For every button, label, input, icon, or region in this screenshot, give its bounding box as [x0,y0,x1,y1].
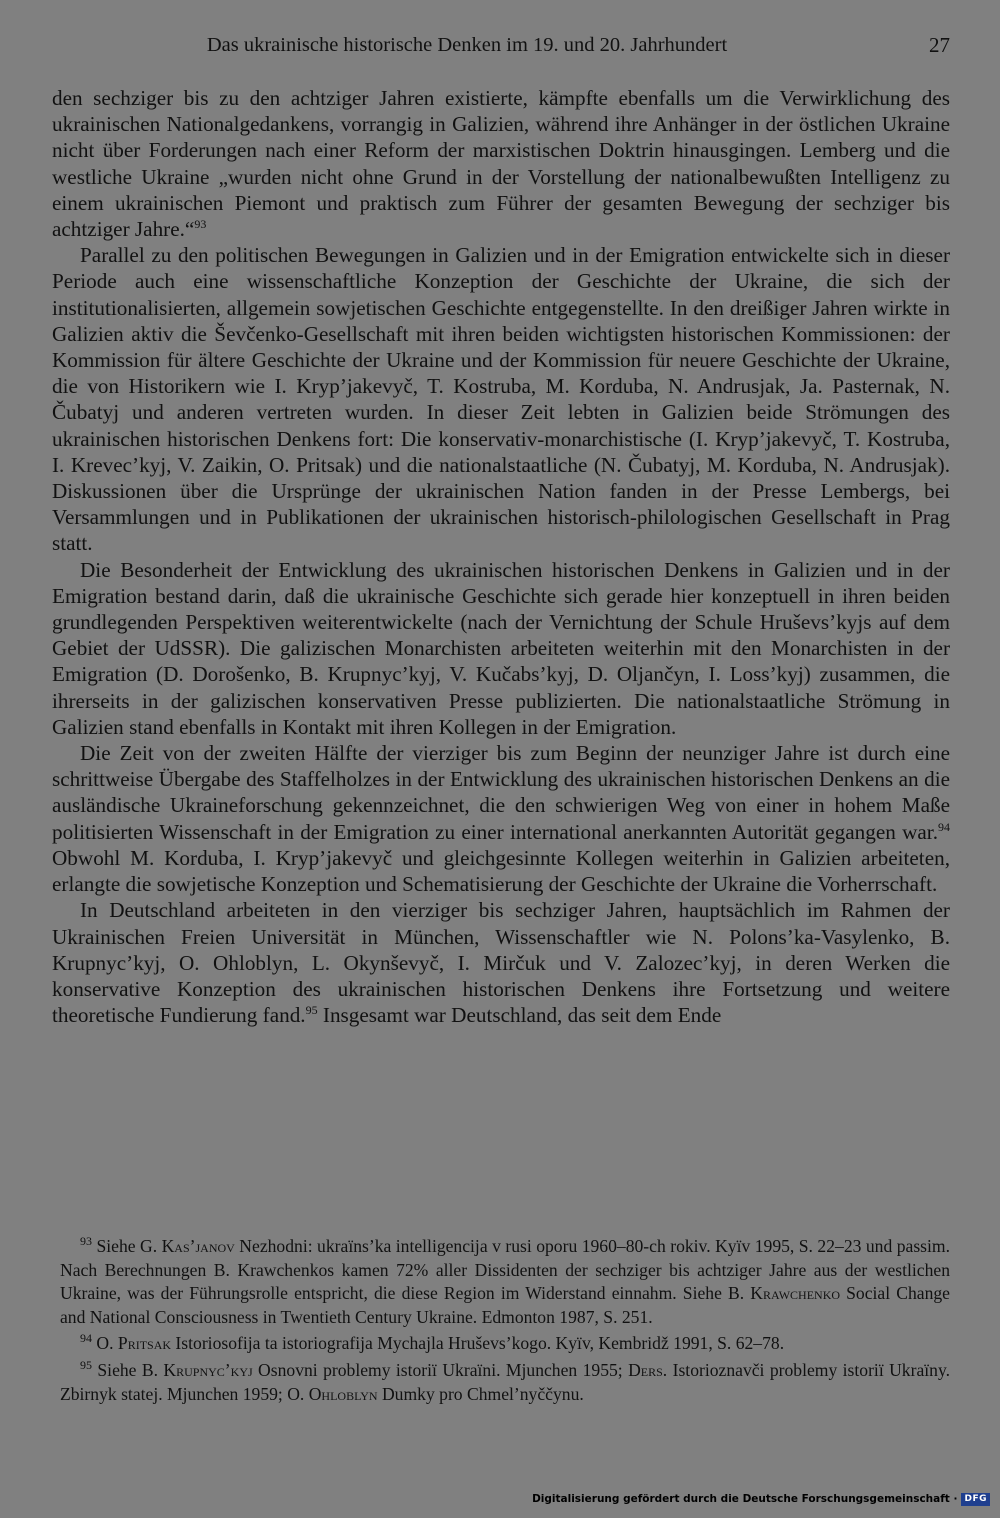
footnote-ref-95: 95 [305,1003,318,1018]
footnote-94: $^{94}$ O. Pritsak Istoriosofija ta istoriografija Mychajla Hruševs’kogo. Kyïv, Kembridž 1991, S. 62–78. [80,1331,785,1354]
running-head [54,30,950,60]
footnote-93: $^{93}$ Siehe G. Kas’janov Nezhodni: ukraïns’ka intelligencija v rusi oporu 1960–80-ch rokiv. Kyïv 1995, S. 22–23 und passim. Nach Berechnungen B. Krawchenkos kamen 72% aller Dissidenten der sechziger bis achtziger Jahre aus der westlichen Ukraine, was der Führungsrolle entspricht, die diese Region im Widerstand einnahm. Siehe B. Krawchenko Social Change and National Consciousness in Twentieth Century Ukraine. Edmonton 1987, S. 251. [60,1234,950,1327]
paragraph-1: den sechziger bis zu den achtziger Jahren existierte, kämpfte ebenfalls um die Verwirklichung des ukrainischen Nationalgedankens, vorrangig in Galizien, während ihre Anhänger in der östlichen Ukraine nicht über Forderungen nach einer Reform der marxistischen Doktrin hinausgingen. Lemberg und die westliche Ukraine „wurden nicht ohne Grund in der Vorstellung der nationalbewußten Intelligenz zu einem ukrainischen Piemont und praktisch zum Führer der gesamten Bewegung der sechziger bis achtziger Jahre.“$^{93}$ [52,86,950,242]
main-text [52,85,950,1028]
running-title: Das ukrainische historische Denken im 19. und 20. Jahrhundert [206,34,728,56]
footnotes [60,1235,950,1409]
footnote-ref-93: 93 [194,216,207,231]
paragraph-2: Parallel zu den politischen Bewegungen in Galizien und in der Emigration entwickelte sich in dieser Periode auch eine wissenschaftliche Konzeption der Geschichte der Ukraine, die sich der institutionalisierten, allgemein sowjetischen Geschichte entgegenstellte. In den dreißiger Jahren wirkte in Galizien aktiv die Ševčenko-Gesellschaft mit ihren beiden wichtigsten historischen Kommissionen: der Kommission für ältere Geschichte der Ukraine und der Kommission für neuere Geschichte der Ukraine, die von Historikern wie I. Kryp’jakevyč, T. Kostruba, M. Korduba, N. Andrusjak, Ja. Pasternak, N. Čubatyj und anderen vertreten wurden. In dieser Zeit lebten in Galizien beide Strömungen des ukrainischen historischen Denkens fort: Die konservativ-monarchistische (I. Kryp’jakevyč, T. Kostruba, I. Krevec’kyj, V. Zaikin, O. Pritsak) und die nationalstaatliche (N. Čubatyj, M. Korduba, N. Andrusjak). Diskussionen über die Ursprünge der ukrainischen Nation fanden in der Presse Lembergs, bei Versammlungen und in Publikationen der ukrainischen historisch-philologischen Gesellschaft in Prag statt. [52,243,950,556]
digitization-note: Digitalisierung gefördert durch die Deutsche Forschungsgemeinschaft · [532,1493,958,1505]
dfg-logo: DFG [961,1493,990,1506]
footnote-ref-94: 94 [938,819,950,834]
paragraph-4: Die Zeit von der zweiten Hälfte der vierziger bis zum Beginn der neunziger Jahre ist durch eine schrittweise Übergabe des Staffelholzes in der Entwicklung des ukrainischen historischen Denkens an die ausländische Ukraineforschung gekennzeichnet, die den schwierigen Weg von einer in hohem Maße politisierten Wissenschaft in der Emigration zu einer international anerkannten Autorität gegangen war.$^{94}$ Obwohl M. Korduba, I. Kryp’jakevyč und gleichgesinnte Kollegen weiterhin in Galizien arbeiteten, erlangte die sowjetische Konzeption und Schematisierung der Geschichte der Ukraine die Vorherrschaft. [52,741,950,897]
footnote-95: $^{95}$ Siehe B. Krupnyc’kyj Osnovni problemy istoriï Ukraïni. Mjunchen 1955; Ders. Istorioznavči problemy istoriï Ukraïny. Zbirnyk statej. Mjunchen 1959; O. Ohloblyn Dumky pro Chmel’nyččynu. [60,1358,951,1404]
digitization-footer [532,1489,990,1509]
paragraph-3: Die Besonderheit der Entwicklung des ukrainischen historischen Denkens in Galizien und in der Emigration bestand darin, daß die ukrainische Geschichte sich gerade hier konzeptuell in ihren beiden grundlegenden Perspektiven weiterentwickelte (nach der Vernichtung der Schule Hruševs’kyjs auf dem Gebiet der UdSSR). Die galizischen Monarchisten arbeiteten weiterhin mit den Monarchisten in der Emigration (D. Dorošenko, B. Krupnyc’kyj, V. Kučabs’kyj, D. Oljančyn, I. Loss’kyj) zusammen, die ihrerseits in der galizischen konservativen Presse publizierten. Die nationalstaatliche Strömung in Galizien stand ebenfalls in Kontakt mit ihren Kollegen in der Emigration. [52,557,950,739]
page-number: 27 [929,33,950,57]
paragraph-5: In Deutschland arbeiteten in den vierziger bis sechziger Jahren, hauptsächlich im Rahmen der Ukrainischen Freien Universität in München, Wissenschaftler wie N. Polons’ka-Vasylenko, B. Krupnyc’kyj, O. Ohloblyn, L. Okynševyč, I. Mirčuk und V. Zalozec’kyj, in deren Werken die konservative Konzeption des ukrainischen historischen Denkens ihre Fortsetzung und weitere theoretische Fundierung fand.$^{95}$ Insgesamt war Deutschland, das seit dem Ende [52,898,950,1028]
